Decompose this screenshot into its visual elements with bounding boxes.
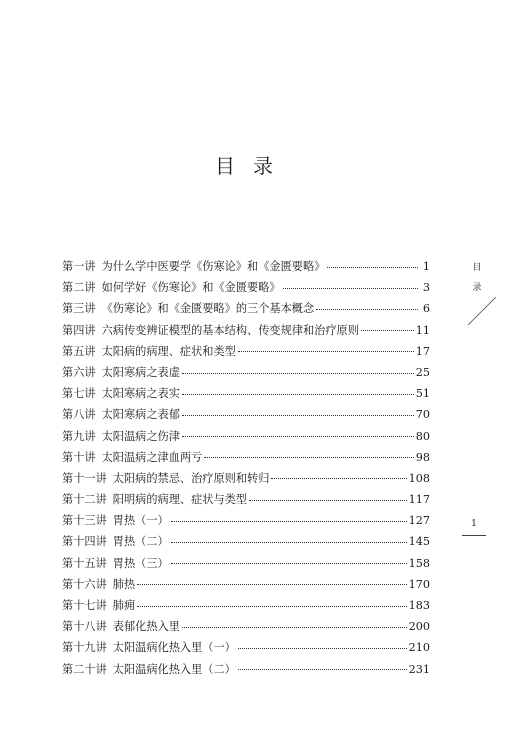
toc-entry-title: 太阳寒病之表实 xyxy=(101,387,180,401)
toc-entry-title: 太阳寒病之表虚 xyxy=(101,365,180,379)
toc-entry[interactable] xyxy=(62,618,430,639)
toc-entry-leader xyxy=(182,626,407,628)
toc-entry[interactable] xyxy=(62,300,430,321)
toc-entry-leader xyxy=(171,520,407,522)
toc-entry-number: 第四讲 xyxy=(62,323,96,337)
toc-entry-leader xyxy=(204,456,413,458)
toc-entry-title: 胃热（二） xyxy=(112,535,169,549)
toc-entry-page: 3 xyxy=(422,281,430,295)
toc-entry-leader xyxy=(171,562,407,564)
toc-entry-title: 胃热（三） xyxy=(112,556,169,570)
toc-entry-page: 6 xyxy=(422,302,430,316)
toc-entry-page: 210 xyxy=(408,641,430,655)
toc-entry-page: 117 xyxy=(408,493,430,507)
page-title xyxy=(0,150,490,179)
toc-entry[interactable] xyxy=(62,470,430,491)
toc-entry-number: 第三讲 xyxy=(62,302,96,316)
toc-entry[interactable] xyxy=(62,576,430,597)
toc-entry-leader xyxy=(182,372,414,374)
toc-entry-number: 第十三讲 xyxy=(62,514,107,528)
toc-entry[interactable] xyxy=(62,555,430,576)
toc-entry-leader xyxy=(137,583,406,585)
toc-entry-number: 第十一讲 xyxy=(62,471,107,485)
toc-entry-number: 第二十讲 xyxy=(62,662,107,676)
toc-entry[interactable] xyxy=(62,533,430,554)
toc-entry-page: 1 xyxy=(422,260,430,273)
toc-entry[interactable] xyxy=(62,639,430,660)
toc-entry-number: 第六讲 xyxy=(62,365,96,379)
toc-entry-page: 98 xyxy=(415,450,430,464)
toc-entry-title: 太阳温病之津血两亏 xyxy=(101,450,203,464)
toc-entry-leader xyxy=(182,393,414,395)
toc-entry-leader xyxy=(361,329,414,331)
toc-entry-leader xyxy=(316,308,418,310)
toc-entry-number: 第十二讲 xyxy=(62,493,107,507)
toc-entry-title: 太阳病的病理、症状和类型 xyxy=(101,344,236,358)
toc-entry[interactable] xyxy=(62,364,430,385)
running-header-char-2: 录 xyxy=(472,283,482,293)
toc-entry[interactable] xyxy=(62,491,430,512)
toc-entry[interactable] xyxy=(62,406,430,427)
toc-entry-title: 肺痈 xyxy=(112,599,136,612)
toc-entry-number: 第十七讲 xyxy=(62,599,107,612)
toc-entry-title: 如何学好《伤寒论》和《金匮要略》 xyxy=(101,281,281,295)
toc-entry-page: 70 xyxy=(415,408,430,422)
running-header-divider xyxy=(468,297,496,325)
toc-entry-leader xyxy=(327,266,418,268)
title-char-1: 目 xyxy=(215,154,237,178)
toc-entry-title: 太阳病的禁忌、治疗原则和转归 xyxy=(112,471,270,485)
toc-entry-leader xyxy=(238,350,414,352)
toc-entry-number: 第七讲 xyxy=(62,387,96,401)
toc-entry-page: 231 xyxy=(408,662,430,676)
toc-entry-number: 第二讲 xyxy=(62,281,96,295)
toc-entry-title: 阳明病的病理、症状与类型 xyxy=(112,493,248,507)
toc-entry[interactable] xyxy=(62,258,430,279)
toc-entry-page: 11 xyxy=(415,323,430,337)
toc-entry[interactable] xyxy=(62,385,430,406)
title-char-2: 录 xyxy=(253,154,275,178)
toc-entry-leader xyxy=(171,541,407,543)
toc-entry-leader xyxy=(283,287,418,289)
toc-entry-leader xyxy=(238,668,407,670)
toc-entry-page: 170 xyxy=(408,577,430,591)
toc-entry-page: 17 xyxy=(415,344,430,358)
toc-entry[interactable] xyxy=(62,428,430,449)
toc-entry-page: 25 xyxy=(415,365,430,379)
toc-entry-leader xyxy=(182,435,414,437)
toc-entry-page: 80 xyxy=(415,429,430,443)
toc-entry-title: 太阳温病化热入里（一） xyxy=(112,641,236,655)
toc-entry-number: 第一讲 xyxy=(62,260,96,273)
toc-entry-page: 51 xyxy=(415,387,430,401)
toc-entry-number: 第十八讲 xyxy=(62,620,107,634)
toc-entry-title: 为什么学中医要学《伤寒论》和《金匮要略》 xyxy=(101,260,326,273)
toc-entry-title: 表郁化热入里 xyxy=(112,620,180,634)
toc-entry-leader xyxy=(249,499,407,501)
toc-entry-number: 第十五讲 xyxy=(62,556,107,570)
toc-entry-title: 《伤寒论》和《金匮要略》的三个基本概念 xyxy=(101,302,315,316)
toc-entry[interactable] xyxy=(62,343,430,364)
toc-entry-page: 158 xyxy=(408,556,430,570)
toc-entry-number: 第九讲 xyxy=(62,429,96,443)
toc-entry-number: 第十四讲 xyxy=(62,535,107,549)
page-number: 1 xyxy=(471,519,477,529)
toc-entry[interactable] xyxy=(62,597,430,618)
toc-entry[interactable] xyxy=(62,449,430,470)
toc-entry-leader xyxy=(137,605,406,607)
toc-entry-page: 127 xyxy=(408,514,430,528)
table-of-contents xyxy=(62,258,430,682)
toc-entry-page: 145 xyxy=(408,535,430,549)
toc-entry[interactable] xyxy=(62,279,430,300)
toc-entry-number: 第十讲 xyxy=(62,450,96,464)
running-header-char-1: 目 xyxy=(472,263,482,273)
toc-entry-page: 183 xyxy=(408,599,430,612)
toc-entry-title: 胃热（一） xyxy=(112,514,169,528)
running-header xyxy=(470,258,484,298)
toc-entry-leader xyxy=(238,647,407,649)
toc-entry-leader xyxy=(271,477,406,479)
toc-entry-page: 200 xyxy=(408,620,430,634)
toc-entry[interactable] xyxy=(62,322,430,343)
page-number-rule xyxy=(462,535,486,536)
toc-entry-title: 肺热 xyxy=(112,577,136,591)
toc-entry-page: 108 xyxy=(408,471,430,485)
toc-entry-title: 太阳温病之伤津 xyxy=(101,429,180,443)
toc-entry-number: 第十九讲 xyxy=(62,641,107,655)
toc-entry[interactable] xyxy=(62,661,430,682)
toc-entry[interactable] xyxy=(62,512,430,533)
toc-entry-number: 第八讲 xyxy=(62,408,96,422)
toc-entry-title: 太阳寒病之表郁 xyxy=(101,408,180,422)
toc-entry-title: 六病传变辨证模型的基本结构、传变规律和治疗原则 xyxy=(101,323,359,337)
toc-entry-number: 第十六讲 xyxy=(62,577,107,591)
toc-entry-leader xyxy=(182,414,414,416)
toc-entry-title: 太阳温病化热入里（二） xyxy=(112,662,236,676)
toc-entry-number: 第五讲 xyxy=(62,344,96,358)
